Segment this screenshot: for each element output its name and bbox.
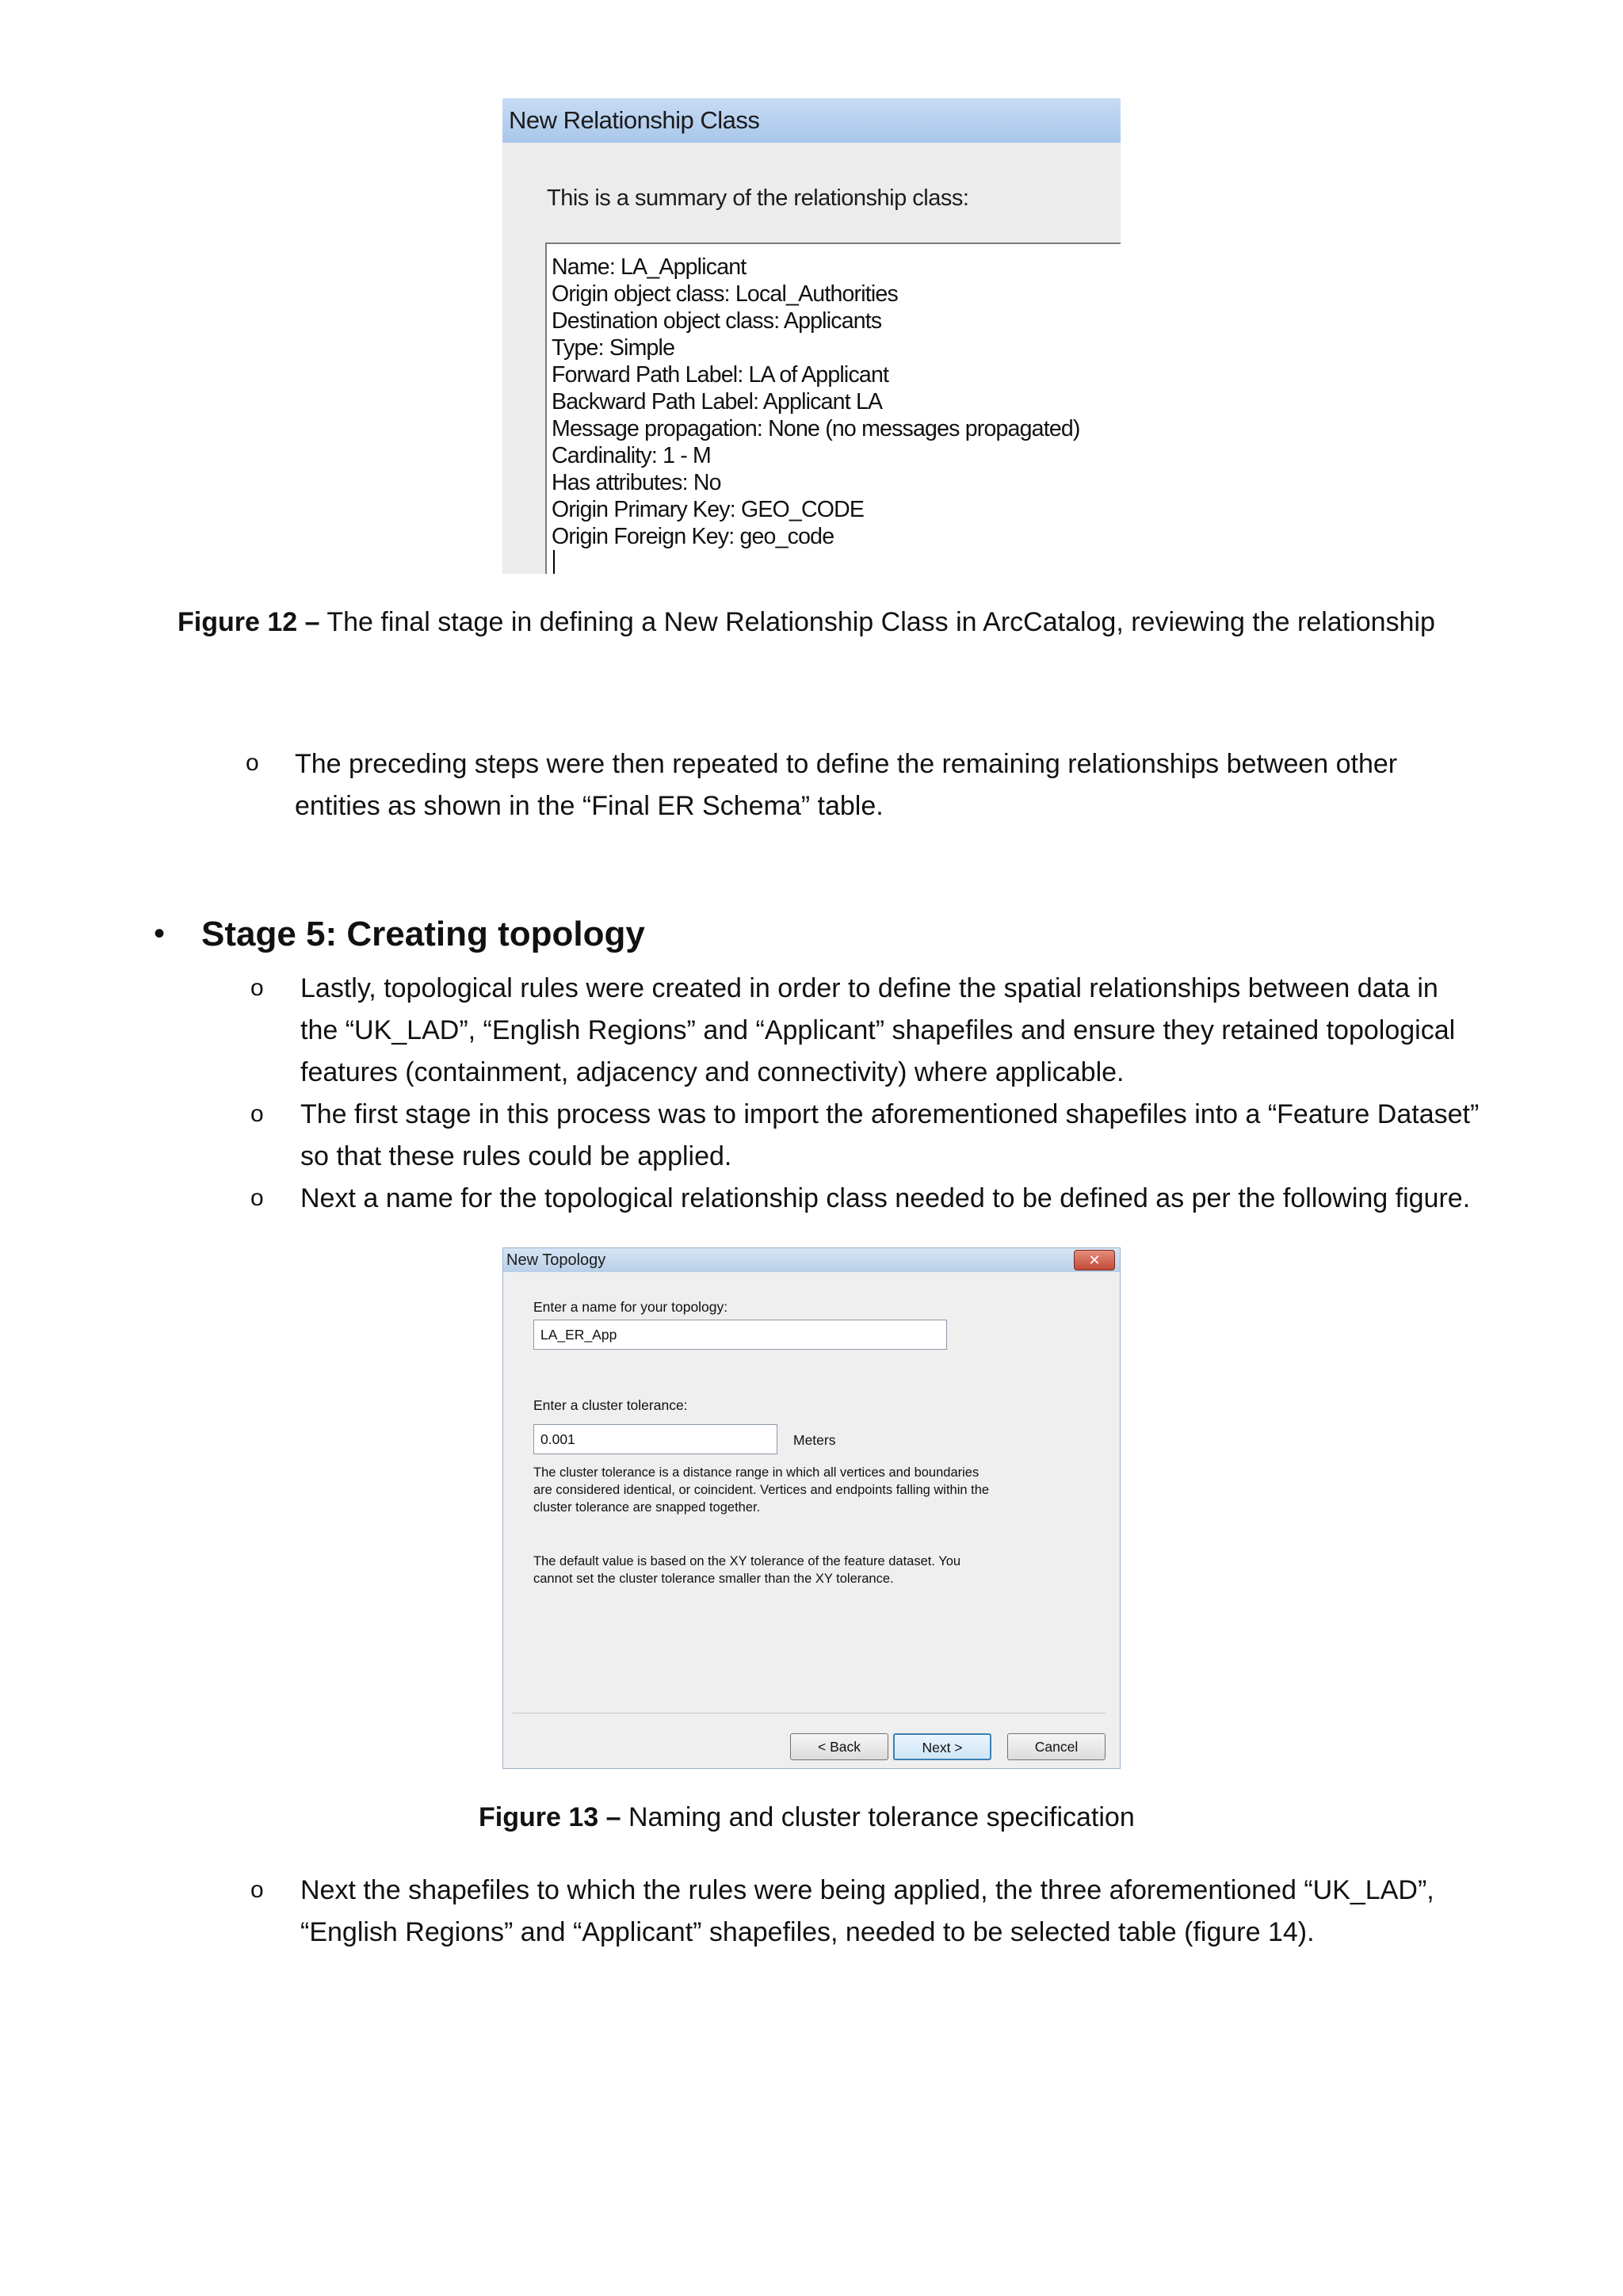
text-line: The first stage in this process was to import the aforementioned shapefiles into a “Feature Dataset”: [300, 1099, 1480, 1129]
summary-line: Backward Path Label: Applicant LA: [552, 389, 883, 415]
tolerance-units: Meters: [793, 1432, 836, 1448]
summary-line: Origin Foreign Key: geo_code: [552, 524, 834, 549]
topology-name-label: Enter a name for your topology:: [533, 1299, 728, 1315]
text-line: The cluster tolerance is a distance range in which all vertices and boundaries: [533, 1465, 980, 1480]
hollow-bullet-icon: o: [250, 1877, 264, 1903]
text-line: “English Regions” and “Applicant” shapefiles, needed to be selected table (figure 14).: [300, 1917, 1315, 1947]
summary-line: Name: LA_Applicant: [552, 254, 747, 280]
caption-label: Figure 12 –: [178, 607, 320, 637]
figure-13-caption: [479, 1802, 1135, 1833]
dialog-title: New Relationship Class: [502, 98, 1121, 143]
hollow-bullet-icon: o: [250, 1185, 264, 1211]
text-line: entities as shown in the “Final ER Schema” table.: [295, 791, 884, 821]
cluster-tolerance-label: Enter a cluster tolerance:: [533, 1397, 688, 1413]
repeat-steps-paragraph: [295, 743, 1397, 827]
next-button[interactable]: Next >: [893, 1733, 991, 1760]
caption-label: Figure 13 –: [479, 1802, 621, 1832]
summary-line: Message propagation: None (no messages propagated): [552, 416, 1080, 441]
summary-intro: This is a summary of the relationship class:: [547, 185, 969, 211]
summary-line: Cardinality: 1 - M: [552, 443, 711, 468]
back-button[interactable]: < Back: [790, 1733, 888, 1760]
text-line: so that these rules could be applied.: [300, 1141, 732, 1171]
text-line: The preceding steps were then repeated to define the remaining relationships between other: [295, 749, 1398, 779]
close-icon[interactable]: ✕: [1074, 1250, 1115, 1270]
dialog-titlebar: [503, 1248, 1120, 1272]
summary-line: Origin Primary Key: GEO_CODE: [552, 497, 865, 522]
text-line: The default value is based on the XY tolerance of the feature dataset. You: [533, 1554, 961, 1568]
text-line: cannot set the cluster tolerance smaller than the XY tolerance.: [533, 1572, 894, 1586]
cluster-tolerance-note: [533, 1464, 989, 1516]
text-line: the “UK_LAD”, “English Regions” and “Applicant” shapefiles and ensure they retained topological: [300, 1015, 1456, 1045]
text-line: are considered identical, or coincident. Vertices and endpoints falling within the: [533, 1483, 990, 1497]
text-caret: [552, 550, 1121, 574]
relationship-class-dialog: [502, 98, 1121, 574]
dialog-title: New Topology: [506, 1251, 606, 1269]
summary-line: Has attributes: No: [552, 470, 721, 495]
stage5-bullet-3: [300, 1178, 1470, 1220]
figure-12-caption: [178, 607, 1435, 638]
caption-text: The final stage in defining a New Relationship Class in ArcCatalog, reviewing the relationship: [319, 607, 1435, 637]
summary-line: Forward Path Label: LA of Applicant: [552, 362, 889, 388]
hollow-bullet-icon: o: [250, 975, 264, 1001]
default-value-note: [533, 1553, 960, 1587]
hollow-bullet-icon: o: [246, 750, 259, 776]
cancel-button[interactable]: Cancel: [1007, 1733, 1106, 1760]
stage5-bullet-2: [300, 1094, 1479, 1178]
summary-textbox[interactable]: [545, 243, 1121, 574]
new-topology-dialog: [502, 1247, 1121, 1769]
text-line: cluster tolerance are snapped together.: [533, 1500, 761, 1515]
cluster-tolerance-input[interactable]: 0.001: [533, 1424, 777, 1454]
summary-line: Origin object class: Local_Authorities: [552, 281, 898, 307]
summary-line: Destination object class: Applicants: [552, 308, 882, 334]
final-bullet-paragraph: [300, 1870, 1434, 1954]
caption-text: Naming and cluster tolerance specification: [621, 1802, 1135, 1832]
topology-name-input[interactable]: LA_ER_App: [533, 1320, 947, 1350]
text-line: features (containment, adjacency and connectivity) where applicable.: [300, 1057, 1125, 1087]
stage5-bullet-1: [300, 968, 1455, 1094]
solid-bullet-icon: •: [154, 916, 166, 951]
text-line: Next a name for the topological relationship class needed to be defined as per the following figure.: [300, 1183, 1471, 1213]
text-line: Lastly, topological rules were created in order to define the spatial relationships between data in: [300, 973, 1438, 1003]
text-line: Next the shapefiles to which the rules were being applied, the three aforementioned “UK_LAD”,: [300, 1875, 1434, 1905]
hollow-bullet-icon: o: [250, 1101, 264, 1127]
summary-line: Type: Simple: [552, 335, 675, 361]
stage5-heading: Stage 5: Creating topology: [201, 915, 645, 953]
